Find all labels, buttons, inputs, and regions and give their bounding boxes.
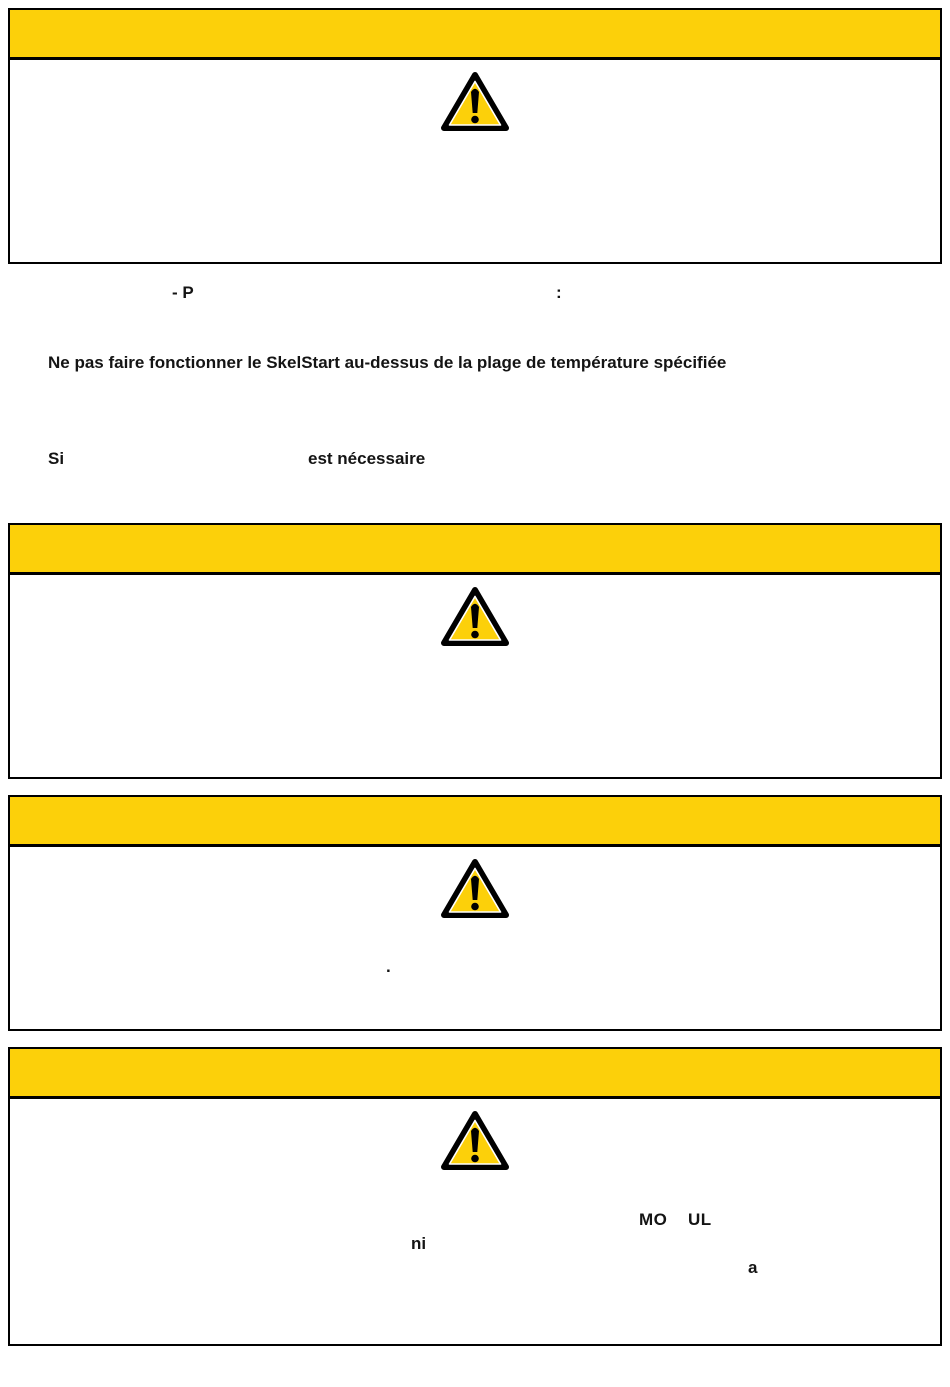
- warning-box-1: [8, 8, 942, 264]
- warning-text-fragment: .: [386, 957, 391, 976]
- body-text-fragment: Si: [48, 449, 65, 468]
- warning-header: [10, 10, 940, 60]
- warning-box-3: [8, 795, 942, 1031]
- warning-box-2: [8, 523, 942, 779]
- warning-text-fragment: MO: [639, 1210, 668, 1229]
- warning-triangle-icon: [440, 858, 510, 920]
- warning-header: [10, 797, 940, 847]
- warning-header: [10, 525, 940, 575]
- warning-text-fragment: a: [748, 1258, 758, 1277]
- warning-box-4: [8, 1047, 942, 1346]
- body-text-fragment: - P: [172, 283, 194, 302]
- warning-triangle-icon: [440, 71, 510, 133]
- warning-triangle-icon: [440, 586, 510, 648]
- warning-text-fragment: ni: [411, 1234, 427, 1253]
- warning-header: [10, 1049, 940, 1099]
- body-text-line: Ne pas faire fonctionner le SkelStart au-dessus de la plage de température spécifiée: [48, 353, 727, 372]
- warning-text-fragment: UL: [688, 1210, 712, 1229]
- body-text-fragment: est nécessaire: [308, 449, 426, 468]
- body-text-fragment: :: [556, 283, 562, 302]
- warning-triangle-icon: [440, 1110, 510, 1172]
